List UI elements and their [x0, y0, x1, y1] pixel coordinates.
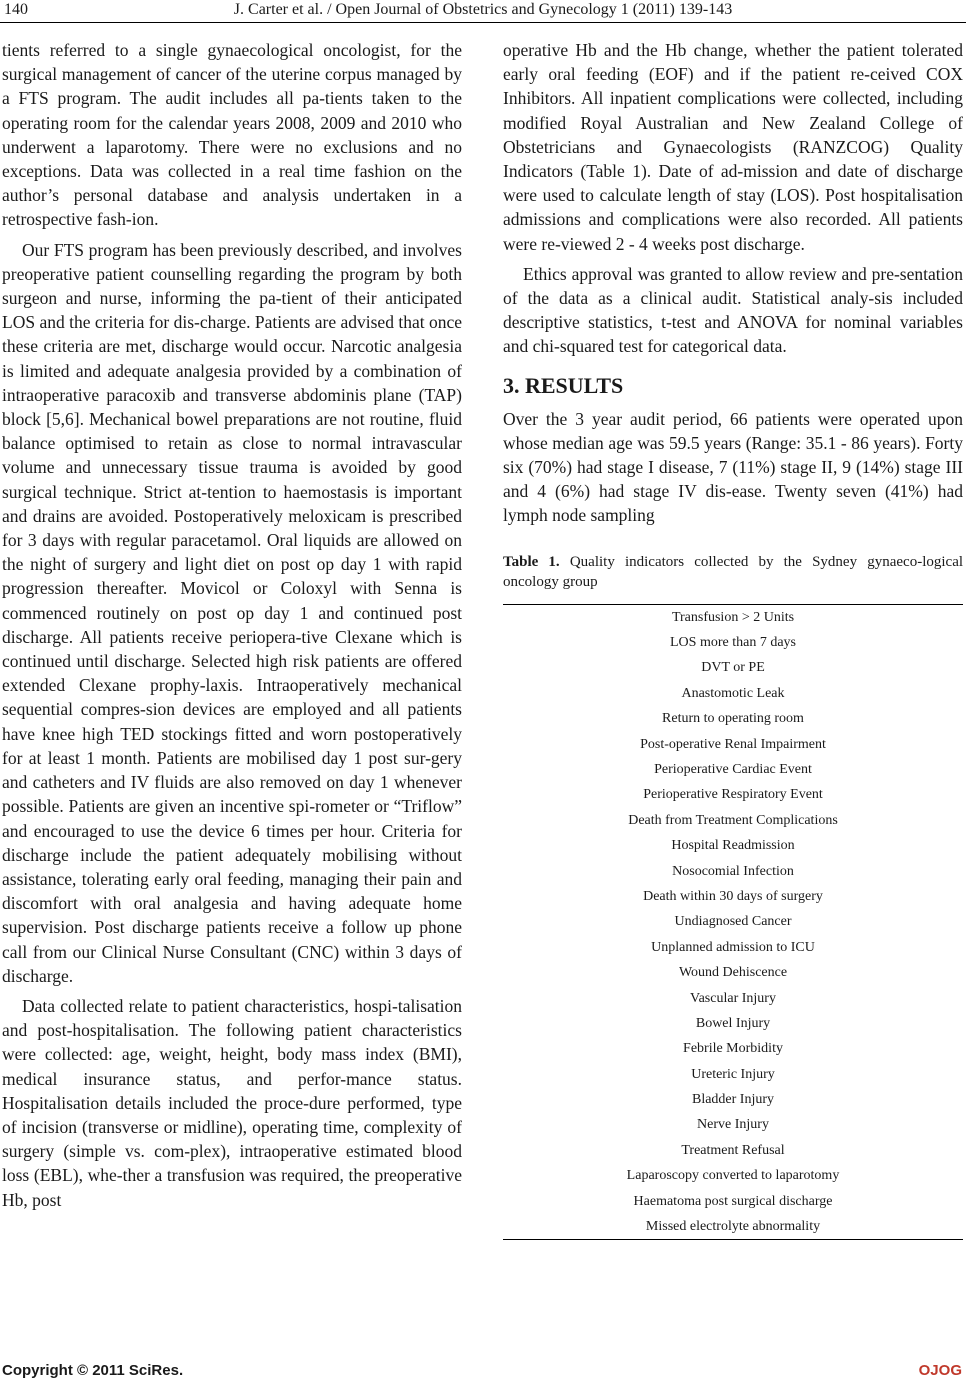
table-row: Undiagnosed Cancer: [674, 914, 792, 930]
table-row: Treatment Refusal: [681, 1142, 785, 1158]
table-row: Return to operating room: [662, 711, 804, 727]
table-row: Hospital Readmission: [671, 838, 795, 854]
table-row: Wound Dehiscence: [678, 965, 788, 981]
table-row: DVT or PE: [701, 660, 765, 676]
table-row: Transfusion > 2 Units: [671, 609, 795, 625]
footer-journal-abbrev: OJOG: [918, 1362, 962, 1379]
table-row: Bowel Injury: [695, 1015, 771, 1031]
table-row: Post-operative Renal Impairment: [640, 736, 826, 752]
paragraph-results: Over the 3 year audit period, 66 patients were operated upon whose median age was 59.5 years (Range: 35.1 - 86 years). Forty six (70%) had stage I disease, 7 (11%) stage II, 9 (14%) stage III and 4 (6%) had stage IV dis-ease. Twenty seven (41%) had lymph node sampling: [503, 408, 963, 526]
paragraph-hb-continuation: operative Hb and the Hb change, whether the patient tolerated early oral feeding (EOF) and if the patient re-ceived COX Inhibitors. All inpatient complications were collected, including modified Royal Australian and New Zealand College of Obstetricians and Gynaecologists (RANZCOG) Quality Indicators (Table 1). Date of ad-mission and date of discharge were used to calculate length of stay (LOS). Post hospitalisation admissions and complications were also recorded. All patients were re-viewed 2 - 4 weeks post discharge.: [503, 40, 963, 254]
table-row: Unplanned admission to ICU: [651, 939, 815, 955]
running-head: J. Carter et al. / Open Journal of Obstetrics and Gynecology 1 (2011) 139-143: [233, 1, 733, 18]
paragraph-ethics: Ethics approval was granted to allow review and pre-sentation of the data as a clinical audit. Statistical analy-sis included descriptive statistics, t-test and ANOVA for nominal variables and chi-squared test for categorical data.: [503, 263, 963, 357]
table-rows: [503, 605, 963, 1240]
left-column: [2, 38, 462, 1212]
table-row: Vascular Injury: [690, 990, 776, 1006]
paragraph-data-collected: Data collected relate to patient characteristics, hospi-talisation and post-hospitalisation. The following patient characteristics were collected: age, weight, height, body mass index (BMI), medical insurance status, and perfor-mance status. Hospitalisation details included the proce-dure performed, type of incision (transverse or midline), operating time, complexity of surgery (simple vs. com-plex), intraoperative estimated blood loss (EBL), whe-ther a transfusion was required, the preoperative Hb, post: [2, 995, 462, 1210]
table-row: Death within 30 days of surgery: [643, 888, 823, 904]
table-row: Febrile Morbidity: [683, 1041, 783, 1057]
table-row: Ureteric Injury: [691, 1066, 775, 1082]
table-row: Death from Treatment Complications: [628, 812, 838, 828]
table-row: LOS more than 7 days: [670, 635, 796, 651]
paragraph-fts-program: Our FTS program has been previously described, and involves preoperative patient counselling regarding the program by both surgeon and nurse, informing the pa-tient of their anticipated LOS and the criteria for dis-charge. Patients are advised that once these criteria are met, discharge would occur. Narcotic analgesia is limited and adequate analgesia provided by a combination of intraoperative paracoxib and transverse abdominis plane (TAP) block [5,6]. Mechanical bowel preparations are not routine, fluid balance optimised to retain as close to normal intravascular volume and unnecessary tissue trauma is avoided by good surgical technique. Strict at-tention to haemostasis is important and drains are avoided. Postoperatively meloxicam is prescribed for 3 days with regular paracetamol. Oral liquids are allowed on the night of surgery and light diet on post op day 1 with rapid progression thereafter. Movicol or Coloxyl with Senna is commenced routinely on post op day 1 and continued post discharge. All patients receive periopera-tive Clexane which is continued until discharge. Selected high risk patients are offered extended Clexane prophy-laxis. Intraoperatively mechanical sequential compres-sion devices are employed and all patients have knee high TED stockings fitted and worn postoperatively for at least 1 month. Patients are mobilised day 1 post sur-gery and catheters and IV fluids are also removed on day 1 whenever possible. Patients are given an incentive spi-rometer or “Triflow” and encouraged to use the device 6 times per hour. Criteria for discharge include the patient adequately mobilising without assistance, tolerating early oral feeding, managing their pain and discomfort with oral analgesia and having adequate home supervision. Post discharge patients receive a follow up phone call from our Clinical Nurse Consultant (CNC) within 3 days of discharge.: [2, 239, 462, 986]
page-number: 140: [4, 1, 28, 18]
table-row: Laparoscopy converted to laparotomy: [626, 1168, 840, 1184]
table-caption: [503, 552, 963, 592]
header-rule: [0, 22, 966, 23]
table-row: Anastomotic Leak: [681, 685, 785, 701]
section-heading-results: 3. RESULTS: [503, 372, 624, 398]
quality-indicators-table: [503, 604, 963, 1241]
table-row: Nosocomial Infection: [672, 863, 794, 879]
paragraph-continuation: tients referred to a single gynaecological oncologist, for the surgical management of cancer of the uterine corpus managed by a FTS program. The audit includes all pa-tients taken to the operating room for the calendar years 2008, 2009 and 2010 who underwent a laparotomy. There were no exclusions and no exceptions. Data was collected in a real time fashion on the author’s personal database and analysis undertaken in a retrospective fash-ion.: [2, 40, 462, 230]
table-row: Haematoma post surgical discharge: [633, 1193, 833, 1209]
table-row: Missed electrolyte abnormality: [645, 1219, 821, 1235]
table-row: Bladder Injury: [691, 1092, 775, 1108]
table-caption-text: Quality indicators collected by the Sydney gynaeco-logical oncology group: [503, 553, 964, 590]
table-caption-label: Table 1.: [503, 553, 560, 570]
table-row: Perioperative Respiratory Event: [643, 787, 823, 803]
table-row: Nerve Injury: [697, 1117, 769, 1133]
footer-copyright: Copyright © 2011 SciRes.: [2, 1362, 184, 1379]
right-column: [503, 38, 963, 1240]
table-row: Perioperative Cardiac Event: [654, 762, 812, 777]
